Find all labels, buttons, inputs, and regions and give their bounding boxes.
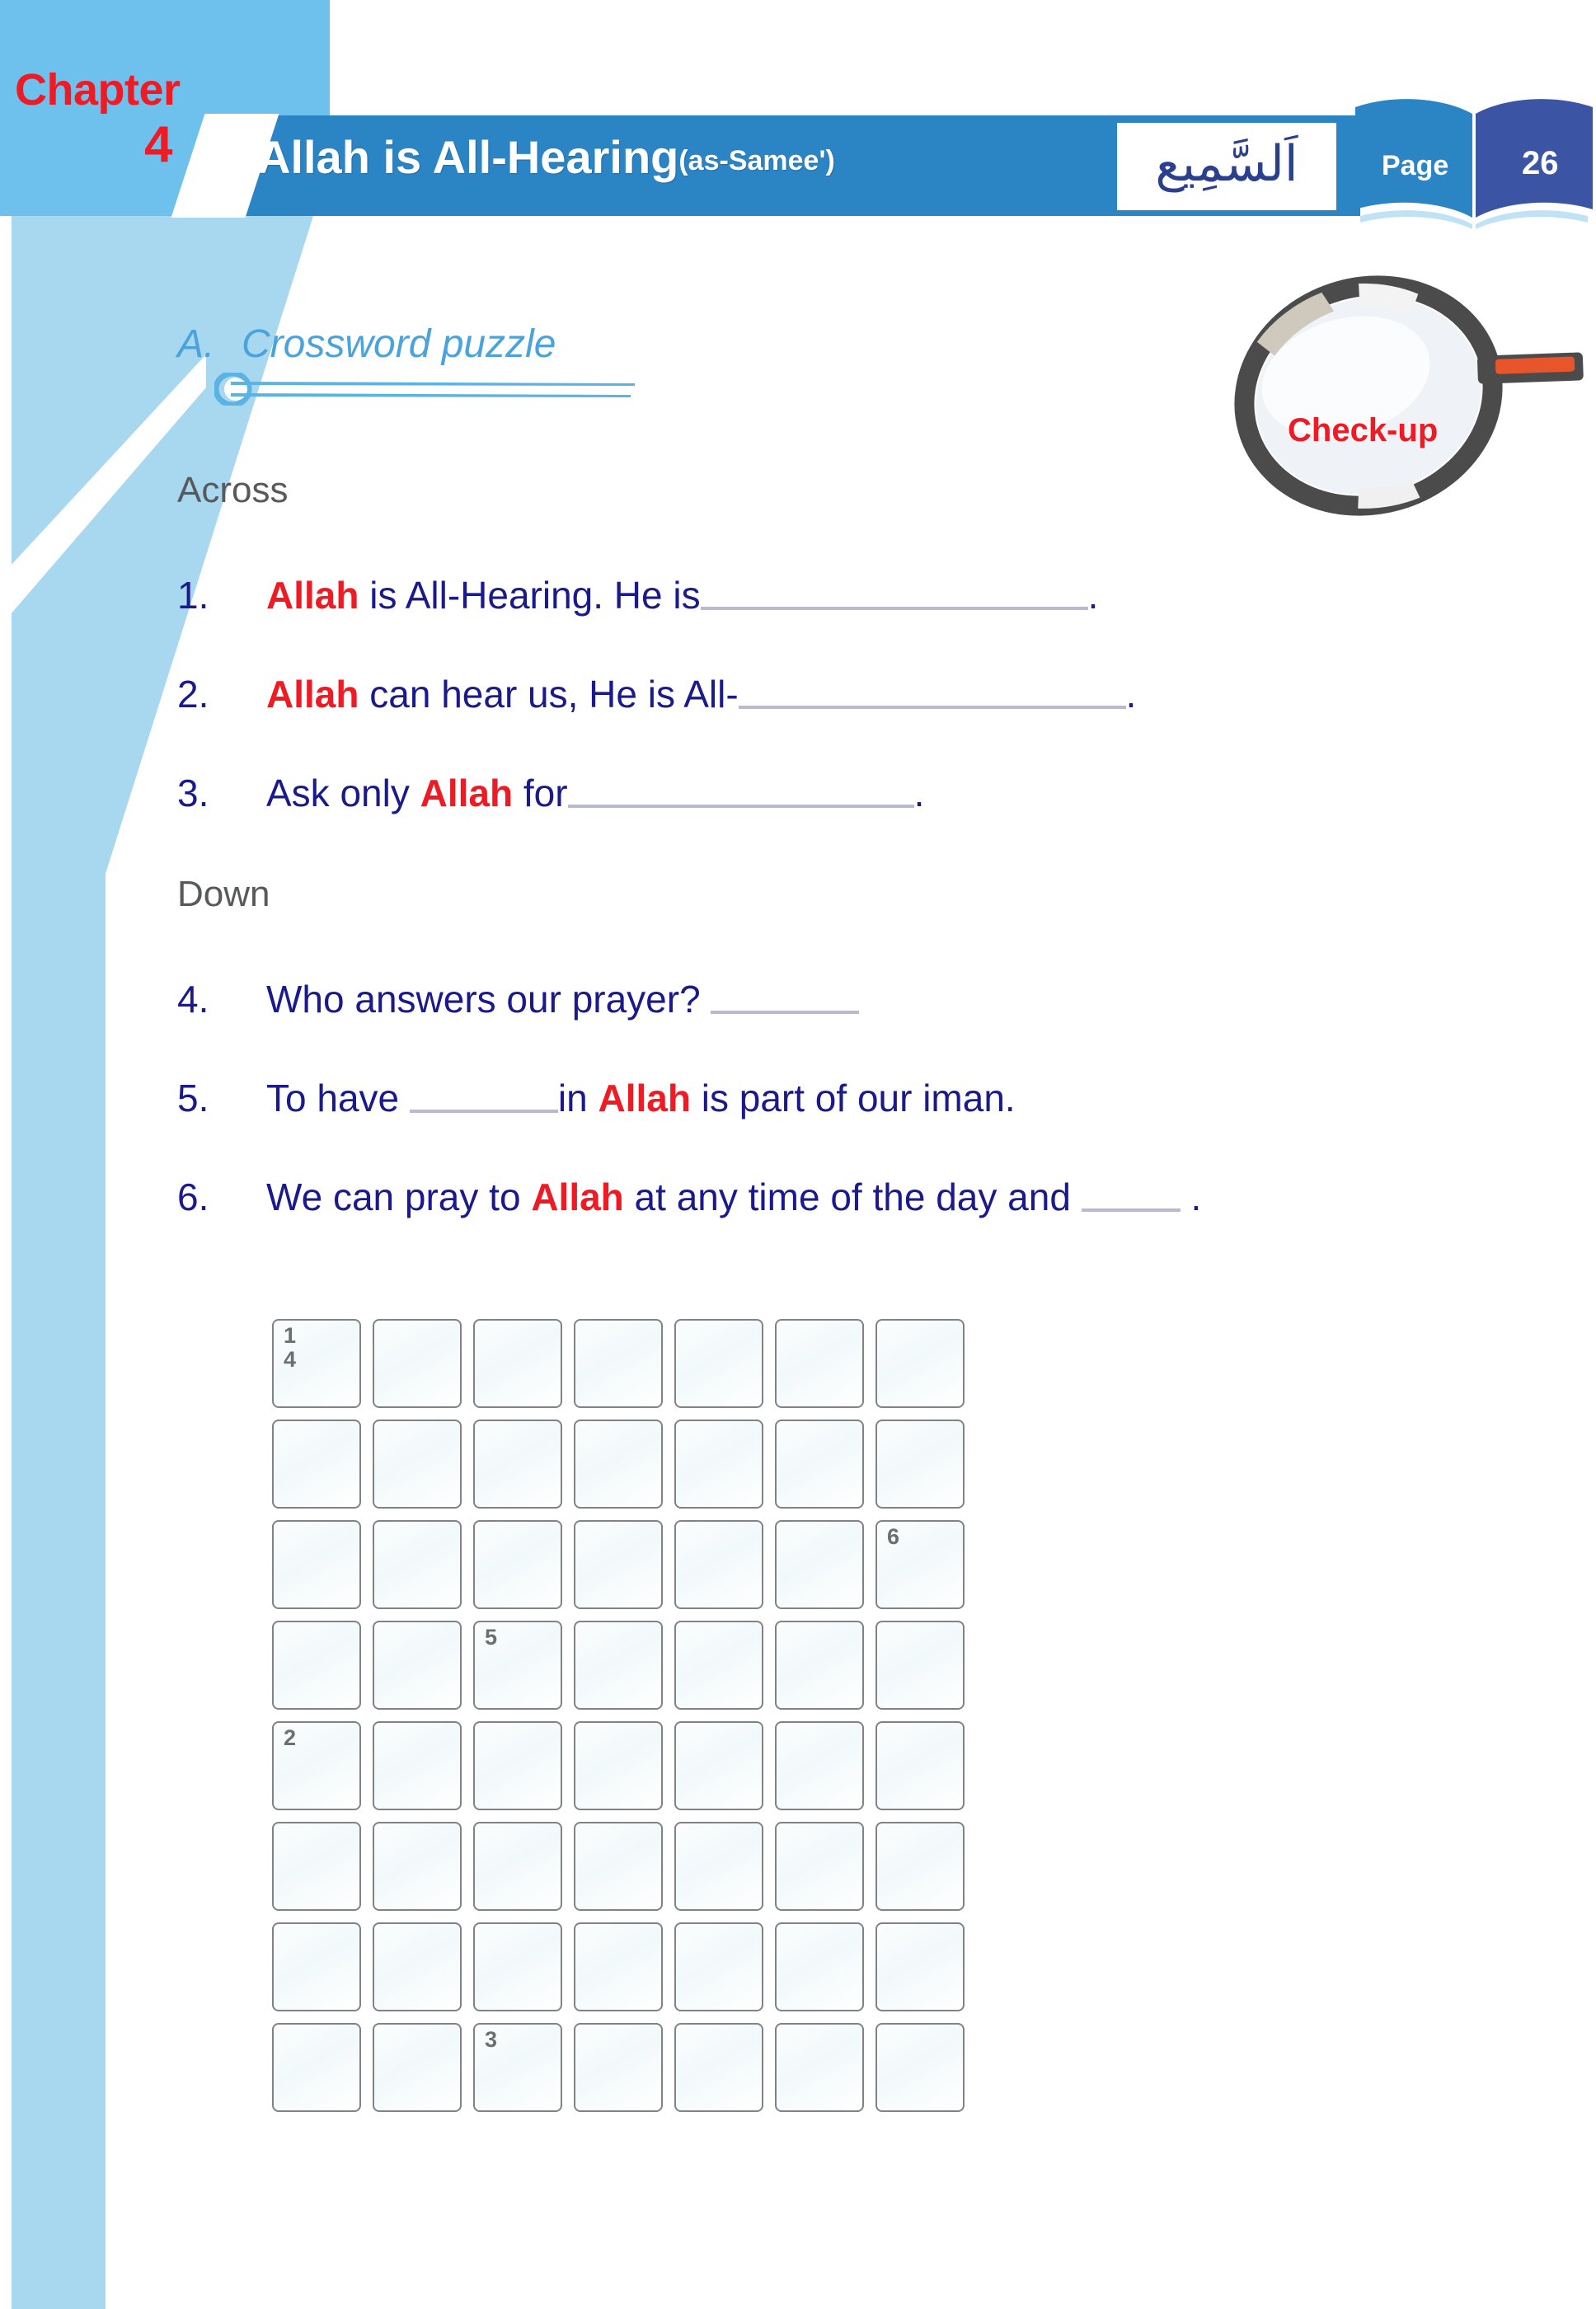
crossword-cell[interactable] <box>473 2023 562 2112</box>
section-heading <box>177 321 556 367</box>
clue-number: 2. <box>177 673 209 716</box>
clue-number: 1. <box>177 574 209 617</box>
crossword-cell[interactable] <box>574 1721 663 1810</box>
answer-blank[interactable] <box>711 983 859 1014</box>
clue-text: We can pray to <box>266 1176 532 1218</box>
crossword-cell-number: 2 <box>284 1725 297 1750</box>
crossword-cell[interactable] <box>775 2023 864 2112</box>
clue-period: . <box>1087 574 1099 617</box>
crossword-cell[interactable] <box>373 1520 462 1609</box>
chapter-number: 4 <box>144 116 173 173</box>
crossword-cell[interactable] <box>373 1420 462 1509</box>
clue-text: is All-Hearing. He is <box>359 574 701 617</box>
clue-across-3 <box>177 771 1579 815</box>
crossword-cell[interactable] <box>674 1420 763 1509</box>
page-number: 26 <box>1522 145 1559 181</box>
clue-text: can hear us, He is All- <box>359 673 739 716</box>
clue-number: 4. <box>177 978 209 1021</box>
clue-down-5 <box>177 1076 1579 1120</box>
answer-blank[interactable] <box>568 777 914 808</box>
crossword-cell[interactable] <box>574 1621 663 1710</box>
clue-across-1 <box>177 573 1579 617</box>
crossword-cell[interactable] <box>875 1319 965 1408</box>
down-heading: Down <box>177 874 270 914</box>
page-title <box>257 130 835 184</box>
crossword-cell[interactable] <box>373 1621 462 1710</box>
section-title: Crossword puzzle <box>242 322 556 366</box>
clue-text: for <box>513 772 568 814</box>
crossword-cell[interactable] <box>473 1621 562 1710</box>
crossword-cell-number: 5 <box>485 1625 498 1650</box>
checkup-badge-label: Check-up <box>1288 412 1439 448</box>
clue-text: Who answers our prayer <box>266 978 680 1021</box>
crossword-cell[interactable] <box>775 1420 864 1509</box>
crossword-cell[interactable] <box>875 1822 965 1911</box>
answer-blank[interactable] <box>701 579 1088 610</box>
crossword-cell-number: 1 4 <box>284 1323 297 1373</box>
crossword-cell[interactable] <box>373 1822 462 1911</box>
crossword-cell[interactable] <box>574 1520 663 1609</box>
chapter-word-label: Chapter <box>15 65 181 115</box>
clue-number: 3. <box>177 772 209 814</box>
crossword-cell-number: 6 <box>887 1524 900 1549</box>
clue-number: 5. <box>177 1077 209 1119</box>
crossword-cell[interactable] <box>674 2023 763 2112</box>
crossword-grid <box>272 1319 965 2112</box>
crossword-cell[interactable] <box>875 1922 965 2011</box>
crossword-cell[interactable] <box>674 1721 763 1810</box>
page-title-main: Allah is All-Hearing <box>257 131 679 183</box>
crossword-cell[interactable] <box>674 1520 763 1609</box>
crossword-cell[interactable] <box>272 1922 361 2011</box>
crossword-cell[interactable] <box>775 1922 864 2011</box>
clue-down-6 <box>177 1175 1579 1219</box>
answer-blank[interactable] <box>1082 1180 1181 1212</box>
crossword-cell[interactable] <box>875 1721 965 1810</box>
answer-blank[interactable] <box>739 678 1126 709</box>
magnifier-icon <box>1228 272 1591 519</box>
clue-number: 6. <box>177 1176 209 1218</box>
crossword-cell[interactable] <box>373 1319 462 1408</box>
clue-period: . <box>1125 673 1137 716</box>
clue-period: . <box>1180 1176 1202 1218</box>
section-underline-ornament <box>214 373 643 406</box>
clue-keyword-allah: Allah <box>266 673 359 716</box>
section-letter: A. <box>177 322 215 366</box>
crossword-cell[interactable] <box>674 1922 763 2011</box>
crossword-cell[interactable] <box>272 1319 361 1408</box>
clue-across-2 <box>177 672 1579 716</box>
answer-blank[interactable] <box>410 1082 558 1113</box>
page-header <box>0 0 1596 239</box>
crossword-cell[interactable] <box>574 1922 663 2011</box>
crossword-cell[interactable] <box>875 1520 965 1609</box>
clue-text: ? <box>679 978 711 1021</box>
across-heading: Across <box>177 470 289 510</box>
crossword-cell[interactable] <box>272 2023 361 2112</box>
crossword-cell[interactable] <box>272 1420 361 1509</box>
arabic-name-box <box>1115 120 1339 213</box>
clue-keyword-allah: Allah <box>266 574 359 617</box>
clue-text: is part of our iman. <box>690 1077 1016 1119</box>
crossword-cell[interactable] <box>373 1721 462 1810</box>
crossword-cell[interactable] <box>373 1922 462 2011</box>
crossword-cell[interactable] <box>272 1520 361 1609</box>
crossword-cell[interactable] <box>674 1621 763 1710</box>
crossword-cell[interactable] <box>574 1822 663 1911</box>
crossword-cell[interactable] <box>473 1922 562 2011</box>
crossword-cell[interactable] <box>473 1319 562 1408</box>
clue-keyword-allah: Allah <box>598 1077 691 1119</box>
crossword-cell[interactable] <box>775 1520 864 1609</box>
crossword-cell[interactable] <box>473 1822 562 1911</box>
crossword-cell[interactable] <box>875 2023 965 2112</box>
crossword-cell[interactable] <box>674 1319 763 1408</box>
crossword-cell[interactable] <box>775 1319 864 1408</box>
crossword-cell[interactable] <box>473 1520 562 1609</box>
crossword-cell[interactable] <box>574 2023 663 2112</box>
page-title-transliteration: (as-Samee') <box>678 145 835 176</box>
crossword-cell[interactable] <box>473 1721 562 1810</box>
crossword-cell[interactable] <box>473 1420 562 1509</box>
crossword-cell[interactable] <box>674 1822 763 1911</box>
crossword-cell[interactable] <box>272 1822 361 1911</box>
clue-down-4 <box>177 977 1579 1021</box>
clue-text: in <box>557 1077 598 1119</box>
clue-period: . <box>913 772 925 814</box>
crossword-cell[interactable] <box>875 1621 965 1710</box>
crossword-cell[interactable] <box>272 1621 361 1710</box>
crossword-cell[interactable] <box>775 1822 864 1911</box>
clue-text: at any time of the day and <box>623 1176 1082 1218</box>
crossword-cell[interactable] <box>574 1420 663 1509</box>
crossword-cell[interactable] <box>775 1721 864 1810</box>
crossword-cell[interactable] <box>574 1319 663 1408</box>
clue-text: Ask only <box>266 772 420 814</box>
crossword-cell[interactable] <box>875 1420 965 1509</box>
clue-keyword-allah: Allah <box>420 772 514 814</box>
crossword-cell[interactable] <box>272 1721 361 1810</box>
arabic-divine-name: اَلسَّمِيع <box>1155 135 1298 193</box>
page-label: Page <box>1382 150 1449 181</box>
crossword-cell-number: 3 <box>485 2027 498 2052</box>
crossword-cell[interactable] <box>373 2023 462 2112</box>
crossword-cell[interactable] <box>775 1621 864 1710</box>
clue-keyword-allah: Allah <box>531 1176 624 1218</box>
clue-text: To have <box>266 1077 410 1119</box>
